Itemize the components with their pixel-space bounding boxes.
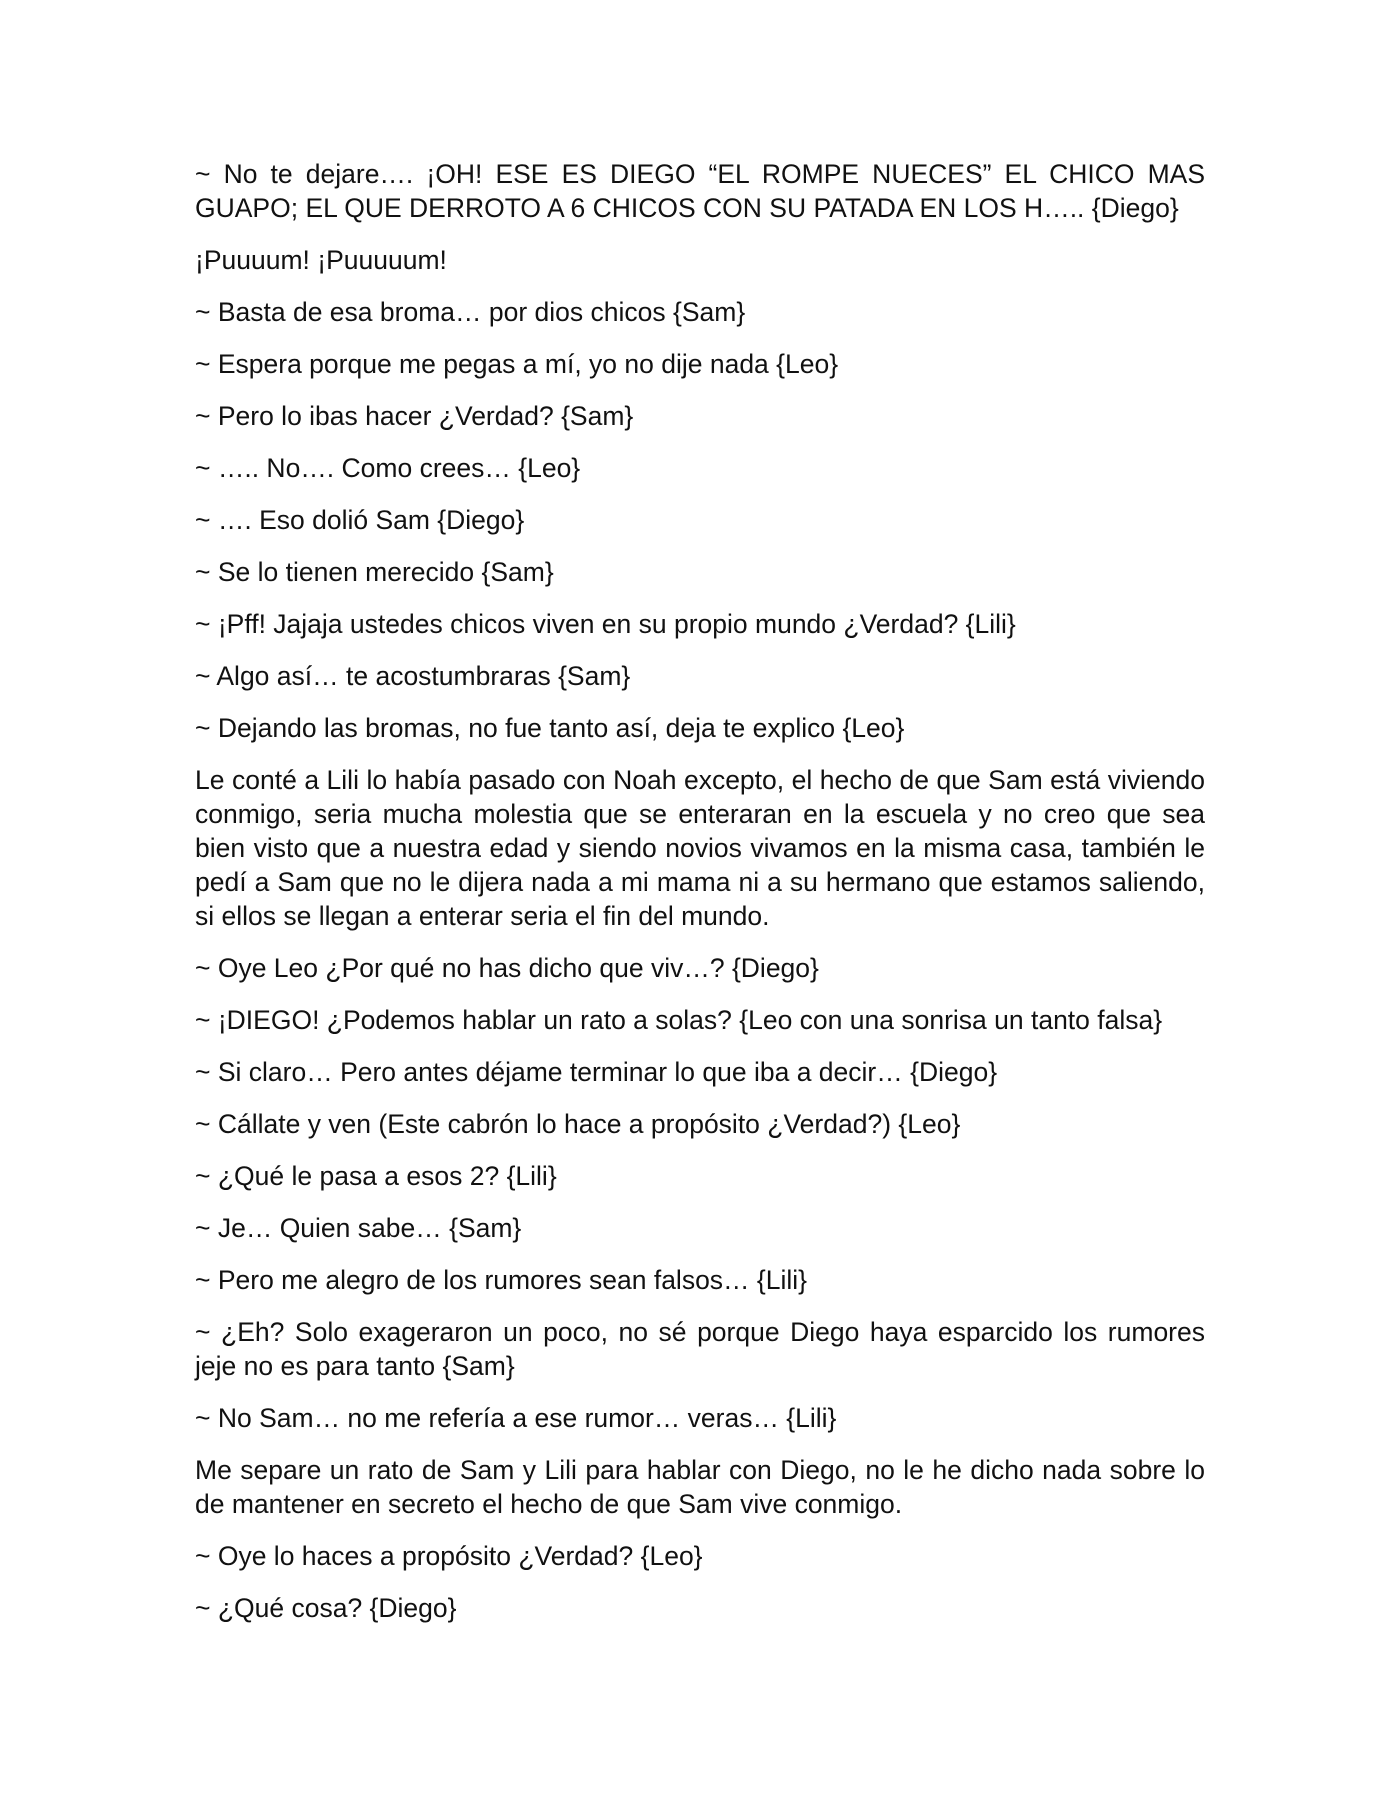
dialogue-line: ~ Cállate y ven (Este cabrón lo hace a propósito ¿Verdad?) {Leo} xyxy=(195,1109,961,1139)
dialogue-line: ~ No Sam… no me refería a ese rumor… veras… {Lili} xyxy=(195,1403,837,1433)
dialogue-line: ~ Basta de esa broma… por dios chicos {Sam} xyxy=(195,297,746,327)
dialogue-line: ~ ¡Pff! Jajaja ustedes chicos viven en su propio mundo ¿Verdad? {Lili} xyxy=(195,609,1016,639)
sound-effect-line: ¡Puuuum! ¡Puuuuum! xyxy=(195,245,447,275)
dialogue-line: ~ ¿Qué le pasa a esos 2? {Lili} xyxy=(195,1161,557,1191)
document-page xyxy=(195,157,1205,1643)
dialogue-line: ~ Algo así… te acostumbraras {Sam} xyxy=(195,661,631,691)
dialogue-line: ~ ¿Eh? Solo exageraron un poco, no sé porque Diego haya esparcido los rumores jeje no es para tanto {Sam} xyxy=(195,1317,1205,1381)
dialogue-line: ~ ¡DIEGO! ¿Podemos hablar un rato a solas? {Leo con una sonrisa un tanto falsa} xyxy=(195,1005,1163,1035)
dialogue-line: ~ Dejando las bromas, no fue tanto así, deja te explico {Leo} xyxy=(195,713,905,743)
dialogue-line: ~ Je… Quien sabe… {Sam} xyxy=(195,1213,522,1243)
dialogue-line: ~ Espera porque me pegas a mí, yo no dije nada {Leo} xyxy=(195,349,839,379)
narration-paragraph: Le conté a Lili lo había pasado con Noah excepto, el hecho de que Sam está viviendo conmigo, seria mucha molestia que se enteraran en la escuela y no creo que sea bien visto que a nuestra edad y siendo novios vivamos en la misma casa, también le pedí a Sam que no le dijera nada a mi mama ni a su hermano que estamos saliendo, si ellos se llegan a enterar seria el fin del mundo. xyxy=(195,765,1205,931)
dialogue-line: ~ Pero lo ibas hacer ¿Verdad? {Sam} xyxy=(195,401,634,431)
dialogue-line: ~ Se lo tienen merecido {Sam} xyxy=(195,557,554,587)
dialogue-line: ~ Oye lo haces a propósito ¿Verdad? {Leo} xyxy=(195,1541,703,1571)
dialogue-line: ~ ¿Qué cosa? {Diego} xyxy=(195,1593,457,1623)
narration-paragraph: Me separe un rato de Sam y Lili para hablar con Diego, no le he dicho nada sobre lo de mantener en secreto el hecho de que Sam vive conmigo. xyxy=(195,1455,1205,1519)
dialogue-line: ~ No te dejare…. ¡OH! ESE ES DIEGO “EL ROMPE NUECES” EL CHICO MAS GUAPO; EL QUE DERROTO A 6 CHICOS CON SU PATADA EN LOS H….. {Diego} xyxy=(195,159,1205,223)
dialogue-line: ~ ….. No…. Como crees… {Leo} xyxy=(195,453,581,483)
dialogue-line: ~ Oye Leo ¿Por qué no has dicho que viv…? {Diego} xyxy=(195,953,819,983)
dialogue-line: ~ Si claro… Pero antes déjame terminar lo que iba a decir… {Diego} xyxy=(195,1057,998,1087)
dialogue-line: ~ …. Eso dolió Sam {Diego} xyxy=(195,505,525,535)
dialogue-line: ~ Pero me alegro de los rumores sean falsos… {Lili} xyxy=(195,1265,808,1295)
